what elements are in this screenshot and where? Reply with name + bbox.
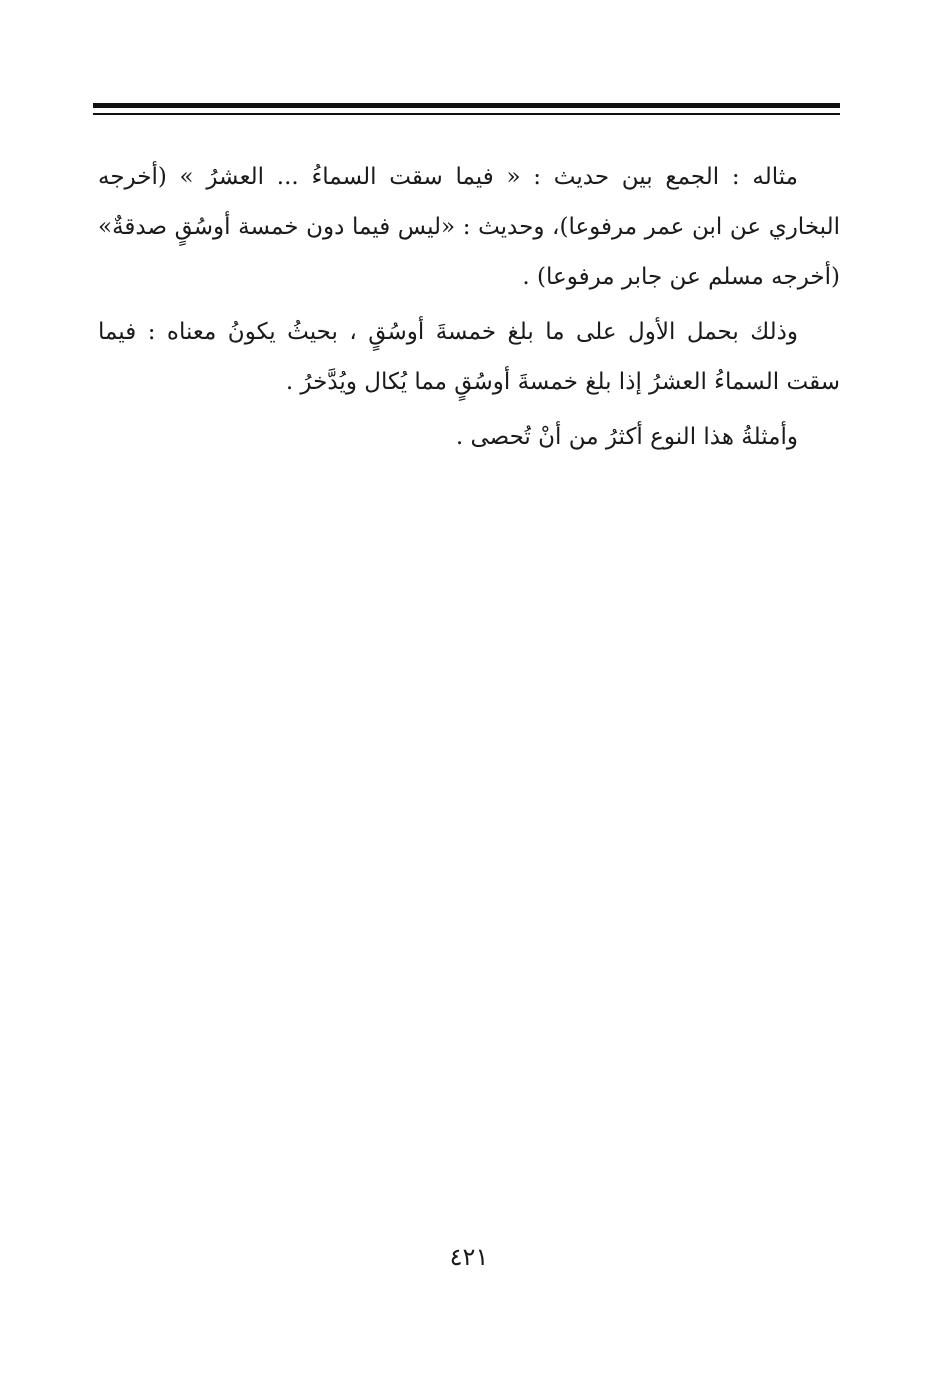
header-rule-thin: [93, 113, 840, 115]
paragraph-example: [98, 152, 840, 302]
text-line: وذلك بحمل الأول على ما بلغ خمسةَ أوسُقٍ ، بحيثُ يكونُ معناه : فيما: [98, 319, 798, 345]
page-body: [98, 152, 840, 462]
paragraph-reconciliation: [98, 307, 840, 407]
text-line: وأمثلةُ هذا النوع أكثرُ من أنْ تُحصى .: [455, 424, 798, 450]
text-line: البخاري عن ابن عمر مرفوعا)، وحديث : «ليس فيما دون خمسة أوسُقٍ صدقةٌ»: [98, 214, 840, 240]
header-rule-thick: [93, 103, 840, 108]
text-line: (أخرجه مسلم عن جابر مرفوعا) .: [522, 264, 840, 290]
text-line: مثاله : الجمع بين حديث : « فيما سقت السماءُ ... العشرُ » (أخرجه: [98, 164, 798, 190]
text-line: سقت السماءُ العشرُ إذا بلغ خمسةَ أوسُقٍ مما يُكال ويُدَّخرُ .: [285, 369, 840, 395]
paragraph-conclusion: [98, 412, 840, 462]
page-number: ٤٢١: [449, 1243, 489, 1271]
